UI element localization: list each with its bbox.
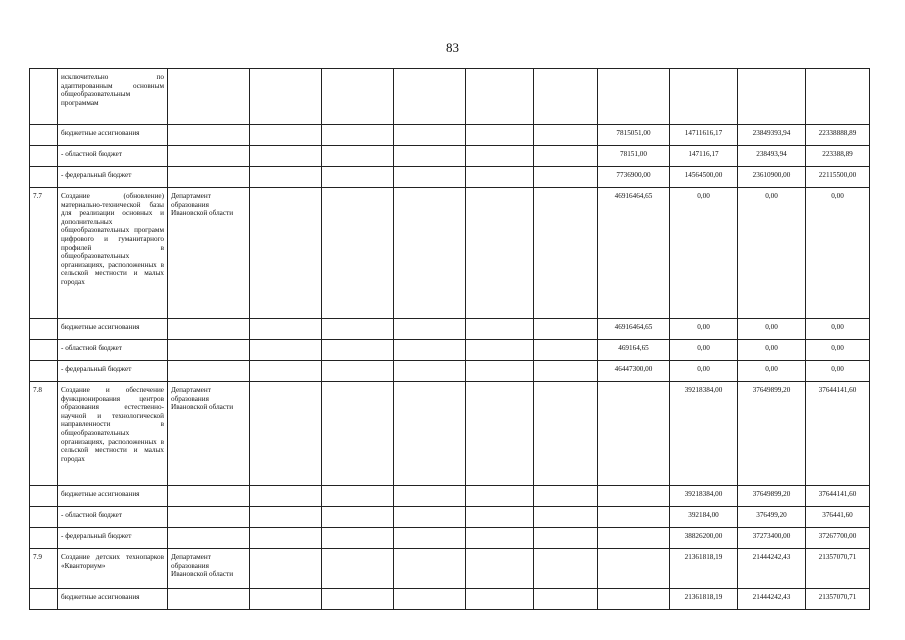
cell-v6: 7815051,00 [598,125,670,146]
cell-v2 [322,549,394,589]
cell-no [30,146,58,167]
cell-v1 [250,188,322,319]
cell-v4 [466,589,534,610]
cell-no [30,589,58,610]
cell-no [30,486,58,507]
cell-v1 [250,382,322,486]
cell-dept: Департамент образования Ивановской области [168,382,250,486]
cell-no [30,125,58,146]
cell-v2 [322,69,394,125]
cell-v7: 21361818,19 [670,549,738,589]
cell-v9: 0,00 [806,188,870,319]
cell-v8: 37649899,20 [738,382,806,486]
cell-no [30,528,58,549]
table-row [30,146,870,167]
cell-v8: 0,00 [738,319,806,340]
cell-v7: 14711616,17 [670,125,738,146]
cell-v5 [534,188,598,319]
cell-v1 [250,69,322,125]
cell-v3 [394,146,466,167]
cell-dept [168,361,250,382]
cell-name: Создание детских технопарков «Кванториум» [58,549,168,589]
cell-v5 [534,125,598,146]
cell-v1 [250,528,322,549]
cell-v2 [322,340,394,361]
cell-v4 [466,361,534,382]
cell-v7: 39218384,00 [670,486,738,507]
cell-v9: 376441,60 [806,507,870,528]
cell-name: бюджетные ассигнования [58,486,168,507]
table-row [30,382,870,486]
cell-dept [168,167,250,188]
table-row [30,319,870,340]
cell-v2 [322,486,394,507]
cell-v2 [322,361,394,382]
table-row [30,125,870,146]
cell-v3 [394,589,466,610]
cell-dept: Департамент образования Ивановской области [168,188,250,319]
cell-v5 [534,69,598,125]
cell-no: 7.9 [30,549,58,589]
cell-v4 [466,340,534,361]
cell-v4 [466,486,534,507]
cell-v3 [394,549,466,589]
cell-v8: 37273400,00 [738,528,806,549]
cell-v7: 0,00 [670,319,738,340]
cell-v7: 392184,00 [670,507,738,528]
cell-v9: 37644141,60 [806,486,870,507]
cell-name: бюджетные ассигнования [58,319,168,340]
cell-v3 [394,340,466,361]
cell-name: исключительно по адаптированным основным общеобразовательным программам [58,69,168,125]
cell-v1 [250,589,322,610]
cell-no [30,319,58,340]
table-row [30,361,870,382]
cell-no [30,69,58,125]
cell-dept [168,507,250,528]
table-row [30,486,870,507]
cell-name: бюджетные ассигнования [58,589,168,610]
cell-dept [168,340,250,361]
cell-v5 [534,361,598,382]
cell-v2 [322,125,394,146]
cell-v4 [466,146,534,167]
cell-name: Создание и обеспечение функционирования центров образования естественно-научной и технологической направленности в общеобразовательных организациях, расположенных в сельской местности и малых городах [58,382,168,486]
cell-v9: 21357070,71 [806,589,870,610]
cell-dept [168,69,250,125]
cell-v8: 0,00 [738,361,806,382]
cell-v8: 238493,94 [738,146,806,167]
cell-v7 [670,69,738,125]
cell-v5 [534,382,598,486]
cell-v3 [394,69,466,125]
table-body [30,69,870,610]
cell-v5 [534,486,598,507]
cell-v3 [394,528,466,549]
cell-v2 [322,319,394,340]
cell-v3 [394,125,466,146]
cell-no: 7.8 [30,382,58,486]
cell-v2 [322,528,394,549]
cell-v6 [598,528,670,549]
cell-no [30,361,58,382]
cell-no [30,507,58,528]
cell-v4 [466,528,534,549]
cell-dept [168,319,250,340]
cell-v8: 23610900,00 [738,167,806,188]
cell-v6 [598,549,670,589]
cell-v6: 46916464,65 [598,188,670,319]
cell-name: бюджетные ассигнования [58,125,168,146]
table-row [30,69,870,125]
cell-v3 [394,361,466,382]
cell-v1 [250,146,322,167]
cell-v4 [466,125,534,146]
cell-v9: 37644141,60 [806,382,870,486]
cell-v5 [534,167,598,188]
cell-v2 [322,188,394,319]
cell-v7: 147116,17 [670,146,738,167]
cell-v6 [598,486,670,507]
cell-v9: 0,00 [806,319,870,340]
cell-v1 [250,125,322,146]
table-row [30,340,870,361]
cell-v7: 0,00 [670,340,738,361]
table-row [30,167,870,188]
cell-dept [168,486,250,507]
cell-v6: 7736900,00 [598,167,670,188]
cell-v4 [466,188,534,319]
cell-name: - областной бюджет [58,146,168,167]
cell-v4 [466,319,534,340]
cell-dept: Департамент образования Ивановской области [168,549,250,589]
cell-dept [168,146,250,167]
cell-v1 [250,167,322,188]
cell-v9: 37267700,00 [806,528,870,549]
cell-v8: 0,00 [738,340,806,361]
cell-v9: 21357070,71 [806,549,870,589]
table-row [30,507,870,528]
cell-v8: 376499,20 [738,507,806,528]
cell-v9: 22115500,00 [806,167,870,188]
cell-v3 [394,188,466,319]
cell-v1 [250,340,322,361]
cell-v4 [466,167,534,188]
cell-v2 [322,146,394,167]
cell-dept [168,125,250,146]
cell-v2 [322,507,394,528]
cell-no [30,340,58,361]
cell-v5 [534,589,598,610]
cell-v7: 0,00 [670,188,738,319]
cell-v5 [534,528,598,549]
cell-v9: 22338888,89 [806,125,870,146]
cell-v8: 23849393,94 [738,125,806,146]
cell-v9: 0,00 [806,340,870,361]
cell-no: 7.7 [30,188,58,319]
table-row [30,528,870,549]
cell-name: - федеральный бюджет [58,167,168,188]
cell-v7: 38826200,00 [670,528,738,549]
cell-v4 [466,382,534,486]
cell-name: - федеральный бюджет [58,528,168,549]
table-row [30,589,870,610]
cell-dept [168,589,250,610]
cell-v6: 78151,00 [598,146,670,167]
cell-v2 [322,589,394,610]
cell-v1 [250,361,322,382]
cell-v8 [738,69,806,125]
table-row [30,188,870,319]
cell-v5 [534,340,598,361]
cell-v4 [466,549,534,589]
cell-v1 [250,319,322,340]
cell-v1 [250,549,322,589]
cell-v6 [598,589,670,610]
cell-v9 [806,69,870,125]
cell-v6: 46916464,65 [598,319,670,340]
cell-v8: 37649899,20 [738,486,806,507]
cell-v3 [394,507,466,528]
cell-v3 [394,486,466,507]
cell-v2 [322,167,394,188]
cell-v6 [598,382,670,486]
cell-v7: 39218384,00 [670,382,738,486]
cell-v5 [534,507,598,528]
cell-v4 [466,507,534,528]
cell-v6 [598,69,670,125]
cell-v8: 21444242,43 [738,549,806,589]
cell-name: - областной бюджет [58,507,168,528]
page-number: 83 [446,40,459,55]
cell-v7: 0,00 [670,361,738,382]
table-row [30,549,870,589]
cell-v3 [394,319,466,340]
cell-v1 [250,486,322,507]
cell-v1 [250,507,322,528]
cell-v5 [534,549,598,589]
cell-no [30,167,58,188]
cell-dept [168,528,250,549]
cell-name: Создание (обновление) материально-технической базы для реализации основных и дополнительных общеобразовательных программ цифрового и гуманитарного профилей в общеобразовательных организациях, расположенных в сельской местности и малых городах [58,188,168,319]
cell-v6: 469164,65 [598,340,670,361]
cell-v7: 14564500,00 [670,167,738,188]
cell-v5 [534,146,598,167]
cell-v6: 46447300,00 [598,361,670,382]
cell-v9: 0,00 [806,361,870,382]
cell-v4 [466,69,534,125]
cell-v6 [598,507,670,528]
cell-v3 [394,382,466,486]
cell-v8: 21444242,43 [738,589,806,610]
cell-v5 [534,319,598,340]
cell-name: - федеральный бюджет [58,361,168,382]
cell-v9: 223388,89 [806,146,870,167]
cell-v7: 21361818,19 [670,589,738,610]
cell-v2 [322,382,394,486]
budget-table [29,68,870,610]
cell-v3 [394,167,466,188]
cell-name: - областной бюджет [58,340,168,361]
cell-v8: 0,00 [738,188,806,319]
